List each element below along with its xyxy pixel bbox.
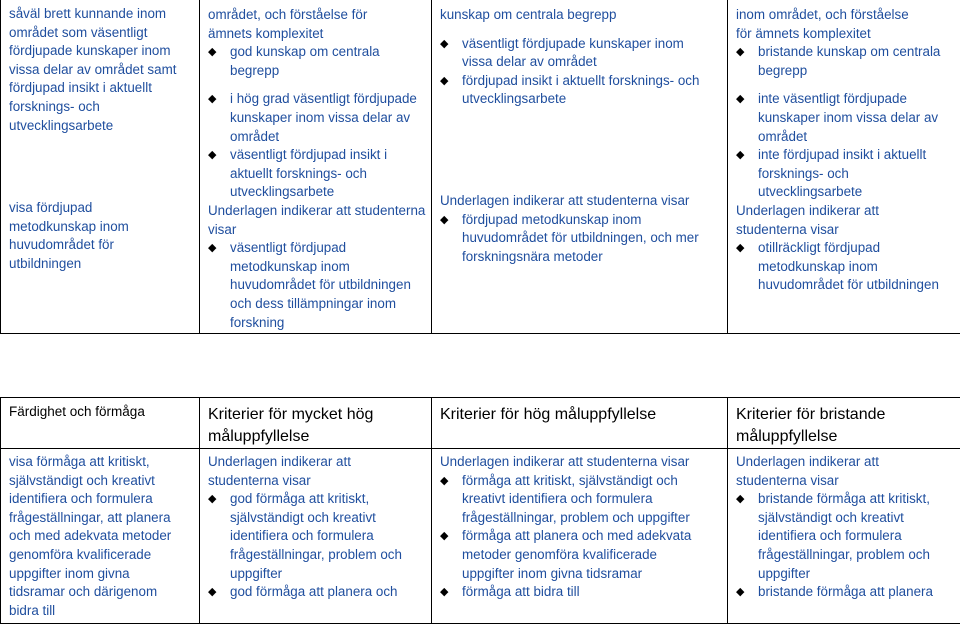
criteria-item-line: utvecklingsarbete <box>230 183 431 202</box>
text-line: studenterna visar <box>736 472 960 491</box>
text-line: tidsramar och därigenom <box>9 583 199 602</box>
criteria-item <box>736 583 960 602</box>
text-line: ämnets komplexitet <box>208 25 431 44</box>
criteria-item <box>208 90 431 146</box>
criteria-item-line: ◆ bristande förmåga att kritiskt, <box>758 490 960 509</box>
text-line: inom området, och förståelse <box>736 6 960 25</box>
criteria-item-line: uppgifter inom givna tidsramar <box>462 565 727 584</box>
criteria-item-line: huvudområdet för utbildningen, och mer <box>462 229 727 248</box>
outcome-text <box>9 453 199 620</box>
criteria-item <box>440 72 727 109</box>
criteria-item <box>208 583 431 602</box>
criteria-item <box>440 583 727 602</box>
text-line: och med adekvata metoder <box>9 527 199 546</box>
text-line: Underlagen indikerar att <box>736 202 960 221</box>
text-line: Underlagen indikerar att studenterna visar <box>440 453 727 472</box>
criteria-item-line: ◆ bristande kunskap om centrala <box>758 43 960 62</box>
text-line: kunskap om centrala begrepp <box>440 6 727 25</box>
text-line: Kriterier för hög måluppfyllelse <box>440 404 727 426</box>
criteria-item-line: frågeställningar, problem och <box>230 546 431 565</box>
text-line: studenterna visar <box>736 221 960 240</box>
text-line: studenterna visar <box>208 472 431 491</box>
text-line: bidra till <box>9 602 199 621</box>
text-line: identifiera och formulera <box>9 490 199 509</box>
criteria-item-line: begrepp <box>758 62 960 81</box>
criteria-item <box>440 211 727 267</box>
criteria-item-line: frågeställningar, problem och <box>758 546 960 565</box>
underlag-text <box>208 453 431 490</box>
criteria-item-line: självständigt och kreativt <box>758 509 960 528</box>
criteria-item <box>440 472 727 528</box>
criteria-item-line: metodkunskap inom <box>758 258 960 277</box>
criteria-item-line: metodkunskap inom <box>230 258 431 277</box>
criteria-item <box>736 146 960 202</box>
criteria-item-line: och dess tillämpningar inom <box>230 295 431 314</box>
text-line: fördjupade kunskaper inom <box>9 42 199 61</box>
underlag-text <box>440 192 727 211</box>
text-line: utbildningen <box>9 255 199 274</box>
criteria-item-line: metoder genomföra kvalificerade <box>462 546 727 565</box>
text-line: frågeställningar, att planera <box>9 509 199 528</box>
underlag-text <box>440 453 727 472</box>
criteria-item <box>208 43 431 80</box>
criteria-item <box>736 43 960 80</box>
text-line: utvecklingsarbete <box>9 117 199 136</box>
criteria-item-line: ◆ väsentligt fördjupade kunskaper inom <box>462 35 727 54</box>
text-line: Underlagen indikerar att studenterna visar <box>440 192 727 211</box>
criteria-item <box>208 146 431 202</box>
criteria-item-line: kunskaper inom vissa delar av <box>758 109 960 128</box>
underlag-text <box>736 453 960 490</box>
header-skills-label: Färdighet och förmåga <box>9 404 145 419</box>
criteria-list-1 <box>440 35 727 109</box>
criteria-table-skills <box>0 397 960 624</box>
criteria-item-line: kunskaper inom vissa delar av <box>230 109 431 128</box>
criteria-item-line: självständigt och kreativt <box>230 509 431 528</box>
criteria-list <box>208 490 431 602</box>
criteria-item-line: uppgifter <box>230 565 431 584</box>
text-line: forsknings- och <box>9 98 199 117</box>
criteria-list <box>440 472 727 602</box>
criteria-list-2 <box>440 211 727 267</box>
criteria-list-1 <box>736 43 960 202</box>
text-line: självständigt och kreativt <box>9 472 199 491</box>
criteria-item-line: frågeställningar, problem och uppgifter <box>462 509 727 528</box>
criteria-item-line: ◆ bristande förmåga att planera <box>758 583 960 602</box>
criteria-item <box>208 490 431 583</box>
criteria-item-line: identifiera och formulera <box>758 527 960 546</box>
criteria-item-line: forsknings- och <box>758 165 960 184</box>
text-line: måluppfyllelse <box>736 426 960 448</box>
header-skills <box>1 398 200 449</box>
text-line: området som väsentligt <box>9 24 199 43</box>
outcome-cell-knowledge <box>1 0 200 334</box>
intro-text <box>208 6 431 43</box>
intro-text <box>736 6 960 43</box>
criteria-item-line: huvudområdet för utbildningen <box>230 276 431 295</box>
text-line: vissa delar av området samt <box>9 61 199 80</box>
criteria-cell-high <box>432 449 728 624</box>
criteria-item-line: ◆ i hög grad väsentligt fördjupade <box>230 90 431 109</box>
criteria-item-line: vissa delar av området <box>462 53 727 72</box>
header-very-high <box>200 398 432 449</box>
text-line: huvudområdet för <box>9 236 199 255</box>
criteria-cell-very-high <box>200 0 432 334</box>
text-line: för ämnets komplexitet <box>736 25 960 44</box>
criteria-item <box>736 490 960 583</box>
criteria-item-line: identifiera och formulera <box>230 527 431 546</box>
header-insufficient <box>728 398 960 449</box>
criteria-item-line: forskningsnära metoder <box>462 248 727 267</box>
header-high-label <box>440 404 727 426</box>
outcome-text-bottom <box>9 199 199 273</box>
text-line: metodkunskap inom <box>9 218 199 237</box>
criteria-item-line: aktuellt forsknings- och <box>230 165 431 184</box>
criteria-item-line: kreativt identifiera och formulera <box>462 490 727 509</box>
text-line: visa fördjupad <box>9 199 199 218</box>
criteria-item <box>440 527 727 583</box>
header-insufficient-label <box>736 404 960 448</box>
criteria-item-line: området <box>758 128 960 147</box>
underlag-text <box>736 202 960 239</box>
text-line: uppgifter inom givna <box>9 565 199 584</box>
criteria-cell-insufficient <box>728 0 960 334</box>
criteria-item-line: ◆ god förmåga att planera och <box>230 583 431 602</box>
criteria-cell-high <box>432 0 728 334</box>
criteria-item-line: ◆ förmåga att kritiskt, självständigt och <box>462 472 727 491</box>
criteria-item-line: ◆ förmåga att bidra till <box>462 583 727 602</box>
text-line: visa förmåga att kritiskt, <box>9 453 199 472</box>
text-line: Underlagen indikerar att studenterna <box>208 202 431 221</box>
criteria-item-line: ◆ god kunskap om centrala <box>230 43 431 62</box>
criteria-item <box>736 90 960 146</box>
text-line: visar <box>208 221 431 240</box>
criteria-item-line: forskning <box>230 314 431 333</box>
text-line: Kriterier för bristande <box>736 404 960 426</box>
criteria-item-line: utvecklingsarbete <box>462 90 727 109</box>
criteria-item-line: ◆ inte väsentligt fördjupade <box>758 90 960 109</box>
criteria-list-1 <box>208 43 431 202</box>
text-line: Underlagen indikerar att <box>208 453 431 472</box>
text-line: såväl brett kunnande inom <box>9 5 199 24</box>
criteria-list-2 <box>736 239 960 295</box>
criteria-item-line: uppgifter <box>758 565 960 584</box>
text-line: måluppfyllelse <box>208 426 431 448</box>
outcome-cell-skills <box>1 449 200 624</box>
outcome-text-top <box>9 5 199 135</box>
text-line: Underlagen indikerar att <box>736 453 960 472</box>
text-line: området, och förståelse för <box>208 6 431 25</box>
criteria-item-line: området <box>230 128 431 147</box>
criteria-cell-very-high <box>200 449 432 624</box>
criteria-item-line: ◆ fördjupad metodkunskap inom <box>462 211 727 230</box>
criteria-item-line: utvecklingsarbete <box>758 183 960 202</box>
criteria-item-line: ◆ god förmåga att kritiskt, <box>230 490 431 509</box>
criteria-item-line: ◆ fördjupad insikt i aktuellt forsknings- och <box>462 72 727 91</box>
criteria-item <box>736 239 960 295</box>
criteria-cell-insufficient <box>728 449 960 624</box>
criteria-item-line: ◆ väsentligt fördjupad <box>230 239 431 258</box>
header-very-high-label <box>208 404 431 448</box>
text-line: genomföra kvalificerade <box>9 546 199 565</box>
text-line: Kriterier för mycket hög <box>208 404 431 426</box>
criteria-item-line: ◆ förmåga att planera och med adekvata <box>462 527 727 546</box>
criteria-item-line: ◆ väsentligt fördjupad insikt i <box>230 146 431 165</box>
criteria-item-line: ◆ otillräckligt fördjupad <box>758 239 960 258</box>
criteria-item <box>208 239 431 332</box>
text-line: fördjupad insikt i aktuellt <box>9 79 199 98</box>
criteria-item <box>440 35 727 72</box>
criteria-list <box>736 490 960 602</box>
criteria-item-line: begrepp <box>230 62 431 81</box>
header-high <box>432 398 728 449</box>
criteria-list-2 <box>208 239 431 332</box>
intro-text <box>440 6 727 25</box>
underlag-text <box>208 202 431 239</box>
criteria-item-line: ◆ inte fördjupad insikt i aktuellt <box>758 146 960 165</box>
criteria-item-line: huvudområdet för utbildningen <box>758 276 960 295</box>
